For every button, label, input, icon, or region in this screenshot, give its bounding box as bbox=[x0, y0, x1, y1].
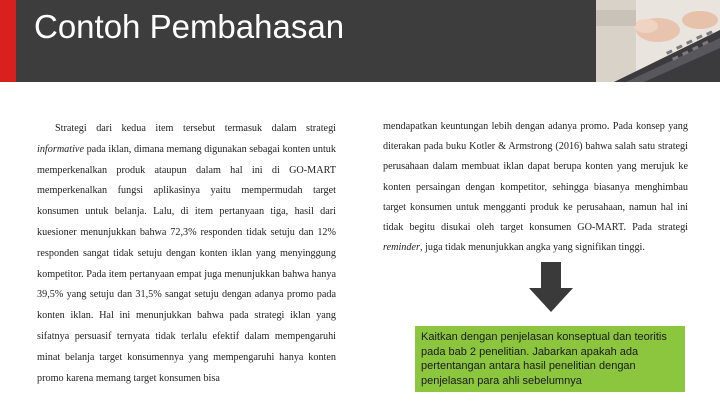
callout-box bbox=[415, 326, 685, 392]
right-text-part1: mendapatkan keuntungan lebih dengan adanya promo. Pada konsep yang diterakan pada buku Kotler & Armstrong (2016) bahwa salah satu strategi perusahaan dalam membuat iklan dapat berupa konten yang merujuk ke konten persaingan dengan kompetitor, sehingga biasanya menghimbau target konsumen untuk mengganti produk ke perusahaan, namun hal ini tidak begitu disukai oleh target konsumen GO-MART. Pada strategi bbox=[383, 121, 688, 234]
slide-header bbox=[0, 0, 720, 82]
right-paragraph bbox=[383, 117, 688, 258]
left-text-italic: informative bbox=[37, 143, 84, 155]
right-text-column bbox=[383, 117, 688, 258]
left-text-column bbox=[37, 119, 336, 389]
down-arrow-icon bbox=[529, 262, 573, 312]
right-text-part2: , juga tidak menunjukkan angka yang signifikan tinggi. bbox=[419, 242, 645, 254]
left-text-part2: pada iklan, dimana memang digunakan sebagai konten untuk memperkenalkan produk ataupun dalam hal ini di GO-MART memperkenalkan fungsi aplikasinya yaitu mempermudah target konsumen untuk belanja. Lalu, di item pertanyaan tiga, hasil dari kuesioner menunjukkan bahwa 72,3% responden tidak setuju dan 12% responden sangat tidak setuju dengan konten iklan yang menyinggung kompetitor. Pada item pertanyaan empat juga menunjukkan bahwa hanya 39,5% yang setuju dan 31,5% sangat setuju dengan adanya promo pada konten iklan. Hal ini menunjukkan bahwa pada strategi iklan yang sifatnya persuasif ternyata tidak terlalu efektif dalam mempengaruhi minat belanja target konsumennya yang mempengaruhi hanya konten promo karena memang target konsumen bisa bbox=[37, 143, 336, 384]
laptop-typing-photo bbox=[596, 0, 720, 82]
left-text-part1: Strategi dari kedua item tersebut termasuk dalam strategi bbox=[55, 123, 336, 134]
right-text-italic: reminder bbox=[383, 242, 420, 254]
left-paragraph bbox=[37, 119, 336, 389]
accent-bar bbox=[0, 0, 16, 82]
callout-text: Kaitkan dengan penjelasan konseptual dan teoritis pada bab 2 penelitian. Jabarkan apakah ada pertentangan antara hasil penelitian dengan penjelasan para ahli sebelumnya bbox=[421, 331, 667, 387]
slide-title: Contoh Pembahasan bbox=[34, 8, 345, 45]
